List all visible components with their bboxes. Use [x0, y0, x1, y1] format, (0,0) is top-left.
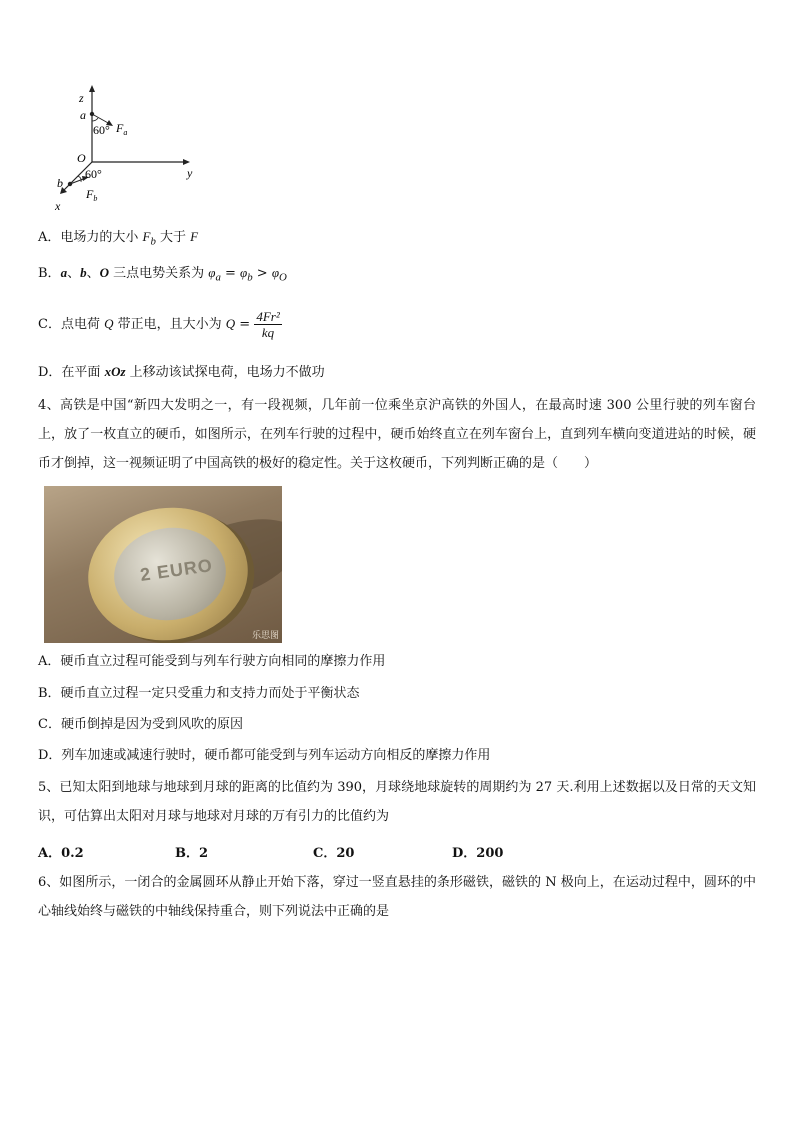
- q4-option-c[interactable]: C．硬币倒掉是因为受到风吹的原因: [38, 717, 243, 732]
- q4-option-a[interactable]: A．硬币直立过程可能受到与列车行驶方向相同的摩擦力作用: [38, 654, 386, 669]
- point-b-label: b: [57, 176, 63, 190]
- q4-stem: 4、高铁是中国“新四大发明之一，有一段视频，几年前一位乘坐京沪高铁的外国人，在最高时速 300 公里行驶的列车窗台上，放了一枚直立的硬币，如图所示，在列车行驶的过程中，硬币始终直立在列车窗台上，直到列车横向变道进站的时候，硬币才倒掉，这一视频证明了中国高铁的极好的稳定性。关于这枚硬币，下列判断正确的是（ ）: [38, 398, 756, 471]
- x-axis-label: x: [55, 199, 61, 213]
- y-axis-arrow: [183, 159, 190, 165]
- angle-b-label: 60°: [85, 167, 102, 181]
- q3-option-a[interactable]: A．电场力的大小 $F_b$ 大于 F: [38, 229, 199, 248]
- coin-denomination: 2 EURO: [138, 555, 214, 585]
- q4-option-d[interactable]: D．列车加速或减速行驶时，硬币都可能受到与列车运动方向相反的摩擦力作用: [38, 748, 491, 763]
- point-a-label: a: [80, 108, 86, 122]
- force-b-label: $F_b$: [86, 187, 98, 203]
- z-axis-arrow: [89, 85, 95, 92]
- q5-option-a[interactable]: A．0.2: [38, 846, 84, 861]
- q3-option-d[interactable]: D．在平面 xOz 上移动该试探电荷，电场力不做功: [38, 364, 325, 380]
- q5-option-b[interactable]: B．2: [175, 846, 209, 861]
- q5-stem: 5、已知太阳到地球与地球到月球的距离的比值约为 390，月球绕地球旋转的周期约为 27 天.利用上述数据以及日常的天文知识，可估算出太阳对月球与地球对月球的万有引力的比值约为: [38, 780, 756, 824]
- photo-watermark: 乐思图: [251, 631, 279, 641]
- q6-stem: 6、如图所示，一闭合的金属圆环从静止开始下落，穿过一竖直悬挂的条形磁铁，磁铁的 N 极向上，在运动过程中，圆环的中心轴线始终与磁铁的中轴线保持重合，则下列说法中正确的是: [38, 875, 756, 919]
- q5-option-c[interactable]: C．20: [313, 846, 355, 861]
- angle-a-label: 60°: [93, 123, 110, 137]
- q5-option-d[interactable]: D．200: [452, 846, 504, 861]
- origin-label: O: [77, 151, 86, 165]
- force-a-label: $F_a$: [116, 121, 128, 137]
- z-axis-label: z: [79, 91, 84, 105]
- coordinate-figure: [50, 82, 210, 214]
- y-axis-label: y: [187, 166, 193, 180]
- coin-photo: [44, 486, 282, 643]
- angle-a-arc: [92, 118, 98, 121]
- charge-fraction: $\frac{\text{4Fr²}}{kq}$: [256, 309, 280, 340]
- q3-option-b[interactable]: B．a、b、O 三点电势关系为 $\varphi_a = \varphi_b > \varphi_O$: [38, 265, 287, 284]
- q3-option-c[interactable]: C．点电荷 Q 带正电，且大小为 Q = $\frac{\text{4Fr²}}{kq}$: [38, 309, 280, 340]
- q4-option-b[interactable]: B．硬币直立过程一定只受重力和支持力而处于平衡状态: [38, 686, 360, 701]
